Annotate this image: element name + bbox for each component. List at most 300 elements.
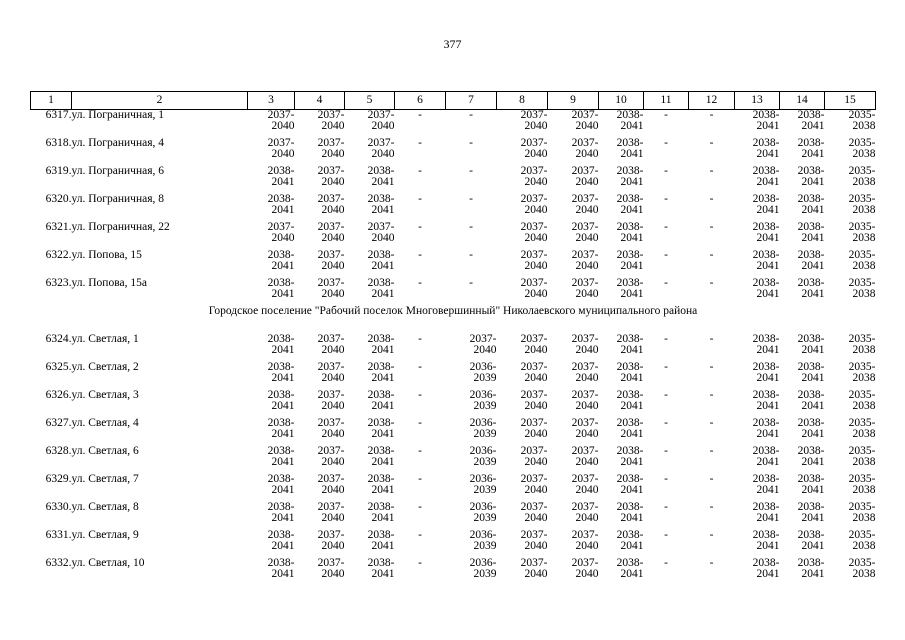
empty-dash-cell: - bbox=[418, 417, 422, 429]
empty-dash-cell: - bbox=[664, 109, 668, 121]
period-end: 2040 bbox=[575, 540, 599, 552]
period-start: 2037- bbox=[317, 333, 345, 345]
period-end: 2041 bbox=[620, 120, 644, 132]
period-start: 2037- bbox=[571, 165, 599, 177]
period-cell bbox=[825, 558, 876, 586]
period-end: 2040 bbox=[524, 260, 548, 272]
period-cell bbox=[295, 362, 345, 390]
period-end: 2038 bbox=[852, 260, 876, 272]
empty-dash-cell: - bbox=[664, 333, 668, 345]
period-end: 2040 bbox=[524, 204, 548, 216]
period-end: 2041 bbox=[371, 484, 395, 496]
period-cell bbox=[780, 474, 825, 502]
period-cell bbox=[345, 110, 395, 139]
period-start: 2037- bbox=[571, 221, 599, 233]
period-start: 2035- bbox=[848, 249, 876, 261]
period-end: 2040 bbox=[524, 344, 548, 356]
period-end: 2038 bbox=[852, 204, 876, 216]
period-end: 2038 bbox=[852, 428, 876, 440]
period-cell bbox=[345, 446, 395, 474]
period-end: 2041 bbox=[371, 400, 395, 412]
period-end: 2038 bbox=[852, 176, 876, 188]
period-start: 2038- bbox=[367, 333, 395, 345]
period-cell bbox=[248, 502, 295, 530]
period-start: 2038- bbox=[267, 557, 295, 569]
period-cell bbox=[248, 362, 295, 390]
period-start: 2038- bbox=[367, 529, 395, 541]
row-number: 6322. bbox=[45, 249, 72, 261]
period-start: 2035- bbox=[848, 277, 876, 289]
period-start: 2037- bbox=[571, 445, 599, 457]
period-start: 2038- bbox=[797, 445, 825, 457]
period-end: 2041 bbox=[756, 288, 780, 300]
empty-dash-cell: - bbox=[418, 501, 422, 513]
period-cell bbox=[735, 362, 780, 390]
column-header: 9 bbox=[548, 92, 599, 110]
period-start: 2035- bbox=[848, 417, 876, 429]
period-cell bbox=[735, 558, 780, 586]
period-start: 2038- bbox=[752, 473, 780, 485]
table-row bbox=[31, 222, 876, 250]
period-end: 2038 bbox=[852, 512, 876, 524]
period-cell bbox=[825, 502, 876, 530]
table-row bbox=[31, 530, 876, 558]
period-start: 2038- bbox=[267, 277, 295, 289]
period-end: 2041 bbox=[801, 568, 825, 580]
empty-dash-cell: - bbox=[709, 221, 714, 233]
period-start: 2038- bbox=[797, 389, 825, 401]
period-end: 2040 bbox=[321, 568, 345, 580]
period-cell bbox=[446, 502, 497, 530]
period-cell bbox=[735, 222, 780, 250]
period-start: 2038- bbox=[752, 193, 780, 205]
period-start: 2038- bbox=[752, 137, 780, 149]
period-start: 2038- bbox=[752, 249, 780, 261]
period-end: 2040 bbox=[575, 484, 599, 496]
period-start: 2037- bbox=[571, 249, 599, 261]
period-cell bbox=[825, 194, 876, 222]
column-header: 15 bbox=[825, 92, 876, 110]
empty-dash-cell: - bbox=[418, 389, 422, 401]
period-cell bbox=[548, 390, 599, 418]
empty-dash-cell: - bbox=[709, 109, 714, 121]
period-cell bbox=[548, 138, 599, 166]
period-start: 2038- bbox=[616, 277, 644, 289]
period-end: 2040 bbox=[575, 232, 599, 244]
period-end: 2041 bbox=[271, 400, 295, 412]
period-cell bbox=[248, 530, 295, 558]
period-start: 2037- bbox=[267, 109, 295, 121]
period-end: 2038 bbox=[852, 568, 876, 580]
period-end: 2040 bbox=[321, 484, 345, 496]
period-start: 2035- bbox=[848, 473, 876, 485]
period-cell bbox=[345, 278, 395, 306]
period-start: 2037- bbox=[367, 137, 395, 149]
column-header: 6 bbox=[395, 92, 446, 110]
empty-dash-cell: - bbox=[469, 109, 473, 121]
period-cell bbox=[780, 250, 825, 278]
address-cell: ул. Светлая, 3 bbox=[71, 389, 139, 401]
period-start: 2037- bbox=[317, 501, 345, 513]
period-cell bbox=[780, 418, 825, 446]
period-start: 2037- bbox=[317, 445, 345, 457]
table-row bbox=[31, 138, 876, 166]
period-cell bbox=[825, 250, 876, 278]
period-start: 2037- bbox=[571, 501, 599, 513]
address-cell: ул. Светлая, 6 bbox=[71, 445, 139, 457]
period-cell bbox=[497, 362, 548, 390]
empty-dash-cell: - bbox=[664, 445, 668, 457]
period-cell bbox=[497, 278, 548, 306]
period-end: 2040 bbox=[524, 512, 548, 524]
period-end: 2041 bbox=[756, 120, 780, 132]
period-cell bbox=[345, 166, 395, 194]
period-end: 2040 bbox=[575, 204, 599, 216]
period-cell bbox=[497, 390, 548, 418]
table-body bbox=[31, 110, 876, 587]
row-number: 6321. bbox=[45, 221, 72, 233]
table-row bbox=[31, 250, 876, 278]
period-cell bbox=[248, 474, 295, 502]
period-end: 2040 bbox=[524, 400, 548, 412]
period-end: 2038 bbox=[852, 540, 876, 552]
period-start: 2038- bbox=[797, 501, 825, 513]
period-start: 2038- bbox=[616, 165, 644, 177]
period-cell bbox=[780, 138, 825, 166]
period-start: 2038- bbox=[752, 445, 780, 457]
empty-dash-cell: - bbox=[664, 557, 668, 569]
period-start: 2037- bbox=[317, 473, 345, 485]
period-start: 2037- bbox=[317, 165, 345, 177]
period-end: 2041 bbox=[371, 512, 395, 524]
period-cell bbox=[446, 390, 497, 418]
period-start: 2037- bbox=[520, 109, 548, 121]
period-start: 2038- bbox=[616, 109, 644, 121]
period-start: 2037- bbox=[571, 277, 599, 289]
period-start: 2037- bbox=[520, 361, 548, 373]
period-cell bbox=[825, 390, 876, 418]
period-cell bbox=[248, 166, 295, 194]
period-start: 2038- bbox=[797, 109, 825, 121]
period-cell bbox=[780, 166, 825, 194]
period-end: 2041 bbox=[620, 344, 644, 356]
period-start: 2037- bbox=[317, 137, 345, 149]
period-end: 2041 bbox=[371, 288, 395, 300]
period-start: 2037- bbox=[520, 277, 548, 289]
address-cell: ул. Попова, 15а bbox=[71, 277, 147, 289]
period-end: 2041 bbox=[756, 512, 780, 524]
period-start: 2038- bbox=[752, 165, 780, 177]
period-end: 2041 bbox=[756, 456, 780, 468]
period-cell bbox=[825, 446, 876, 474]
empty-dash-cell: - bbox=[418, 445, 422, 457]
period-start: 2038- bbox=[616, 529, 644, 541]
period-start: 2037- bbox=[571, 557, 599, 569]
period-end: 2038 bbox=[852, 400, 876, 412]
period-end: 2040 bbox=[524, 568, 548, 580]
period-start: 2038- bbox=[367, 193, 395, 205]
period-cell bbox=[599, 250, 644, 278]
period-end: 2040 bbox=[473, 344, 497, 356]
empty-dash-cell: - bbox=[664, 165, 668, 177]
period-start: 2037- bbox=[571, 137, 599, 149]
period-start: 2037- bbox=[367, 109, 395, 121]
empty-dash-cell: - bbox=[469, 277, 473, 289]
period-end: 2041 bbox=[620, 176, 644, 188]
empty-dash-cell: - bbox=[664, 473, 668, 485]
period-cell bbox=[295, 166, 345, 194]
period-start: 2035- bbox=[848, 333, 876, 345]
period-cell bbox=[295, 194, 345, 222]
period-start: 2038- bbox=[752, 221, 780, 233]
table-row bbox=[31, 110, 876, 139]
period-start: 2035- bbox=[848, 165, 876, 177]
period-end: 2040 bbox=[371, 232, 395, 244]
period-start: 2038- bbox=[752, 109, 780, 121]
column-header: 4 bbox=[295, 92, 345, 110]
empty-dash-cell: - bbox=[469, 137, 473, 149]
period-end: 2040 bbox=[575, 344, 599, 356]
period-cell bbox=[735, 194, 780, 222]
period-cell bbox=[295, 418, 345, 446]
row-number: 6330. bbox=[45, 501, 72, 513]
period-cell bbox=[295, 222, 345, 250]
column-header: 10 bbox=[599, 92, 644, 110]
period-cell bbox=[548, 110, 599, 139]
period-cell bbox=[497, 194, 548, 222]
period-end: 2039 bbox=[473, 372, 497, 384]
period-start: 2036- bbox=[469, 529, 497, 541]
period-start: 2038- bbox=[267, 389, 295, 401]
period-start: 2038- bbox=[616, 501, 644, 513]
period-cell bbox=[780, 278, 825, 306]
empty-dash-cell: - bbox=[709, 361, 714, 373]
period-start: 2038- bbox=[752, 557, 780, 569]
period-end: 2041 bbox=[620, 372, 644, 384]
period-cell bbox=[248, 390, 295, 418]
period-end: 2040 bbox=[524, 148, 548, 160]
period-cell bbox=[599, 362, 644, 390]
period-cell bbox=[295, 138, 345, 166]
row-number: 6326. bbox=[45, 389, 72, 401]
column-header: 7 bbox=[446, 92, 497, 110]
period-cell bbox=[780, 558, 825, 586]
empty-dash-cell: - bbox=[418, 193, 422, 205]
period-end: 2040 bbox=[321, 288, 345, 300]
period-cell bbox=[446, 558, 497, 586]
period-start: 2037- bbox=[520, 221, 548, 233]
period-end: 2041 bbox=[271, 568, 295, 580]
period-start: 2038- bbox=[267, 249, 295, 261]
period-cell bbox=[345, 474, 395, 502]
period-cell bbox=[446, 334, 497, 362]
empty-dash-cell: - bbox=[418, 249, 422, 261]
period-start: 2038- bbox=[267, 529, 295, 541]
period-cell bbox=[780, 194, 825, 222]
period-end: 2040 bbox=[321, 148, 345, 160]
period-end: 2041 bbox=[620, 512, 644, 524]
period-start: 2038- bbox=[367, 445, 395, 457]
period-start: 2038- bbox=[797, 137, 825, 149]
period-start: 2035- bbox=[848, 501, 876, 513]
row-number: 6323. bbox=[45, 277, 72, 289]
period-end: 2040 bbox=[575, 456, 599, 468]
column-header: 11 bbox=[644, 92, 689, 110]
period-start: 2036- bbox=[469, 473, 497, 485]
period-end: 2040 bbox=[575, 568, 599, 580]
column-header: 1 bbox=[31, 92, 72, 110]
period-start: 2037- bbox=[317, 529, 345, 541]
period-start: 2038- bbox=[797, 249, 825, 261]
period-cell bbox=[599, 502, 644, 530]
period-end: 2039 bbox=[473, 456, 497, 468]
period-start: 2037- bbox=[520, 529, 548, 541]
period-start: 2037- bbox=[520, 417, 548, 429]
period-cell bbox=[345, 558, 395, 586]
period-end: 2041 bbox=[371, 428, 395, 440]
column-number-header-row bbox=[31, 92, 876, 110]
period-end: 2040 bbox=[321, 344, 345, 356]
period-end: 2041 bbox=[371, 344, 395, 356]
period-end: 2041 bbox=[620, 456, 644, 468]
row-number: 6319. bbox=[45, 165, 72, 177]
empty-dash-cell: - bbox=[709, 277, 714, 289]
empty-dash-cell: - bbox=[664, 501, 668, 513]
period-start: 2038- bbox=[616, 333, 644, 345]
period-cell bbox=[446, 362, 497, 390]
period-start: 2038- bbox=[797, 529, 825, 541]
period-cell bbox=[780, 222, 825, 250]
period-end: 2038 bbox=[852, 120, 876, 132]
period-start: 2037- bbox=[317, 249, 345, 261]
empty-dash-cell: - bbox=[418, 473, 422, 485]
period-cell bbox=[248, 418, 295, 446]
period-end: 2041 bbox=[620, 288, 644, 300]
period-end: 2041 bbox=[756, 372, 780, 384]
empty-dash-cell: - bbox=[709, 501, 714, 513]
period-end: 2041 bbox=[756, 540, 780, 552]
address-cell: ул. Светлая, 2 bbox=[71, 361, 139, 373]
period-cell bbox=[295, 502, 345, 530]
empty-dash-cell: - bbox=[664, 249, 668, 261]
empty-dash-cell: - bbox=[418, 333, 422, 345]
period-end: 2040 bbox=[271, 148, 295, 160]
period-start: 2038- bbox=[267, 333, 295, 345]
period-end: 2040 bbox=[524, 540, 548, 552]
column-header: 8 bbox=[497, 92, 548, 110]
address-cell: ул. Пограничная, 4 bbox=[71, 137, 164, 149]
period-cell bbox=[599, 390, 644, 418]
period-end: 2038 bbox=[852, 372, 876, 384]
empty-dash-cell: - bbox=[469, 165, 473, 177]
period-end: 2041 bbox=[620, 568, 644, 580]
address-cell: ул. Светлая, 4 bbox=[71, 417, 139, 429]
address-cell: ул. Пограничная, 22 bbox=[71, 221, 170, 233]
period-end: 2041 bbox=[801, 456, 825, 468]
period-start: 2038- bbox=[797, 557, 825, 569]
column-header: 2 bbox=[72, 92, 248, 110]
period-start: 2037- bbox=[267, 137, 295, 149]
period-cell bbox=[497, 250, 548, 278]
period-end: 2041 bbox=[271, 484, 295, 496]
period-cell bbox=[825, 110, 876, 139]
period-cell bbox=[345, 138, 395, 166]
period-cell bbox=[248, 110, 295, 139]
period-end: 2041 bbox=[756, 260, 780, 272]
address-cell: ул. Светлая, 10 bbox=[71, 557, 145, 569]
period-cell bbox=[735, 474, 780, 502]
period-start: 2038- bbox=[616, 361, 644, 373]
period-end: 2040 bbox=[321, 232, 345, 244]
period-end: 2040 bbox=[575, 148, 599, 160]
empty-dash-cell: - bbox=[664, 529, 668, 541]
period-cell bbox=[825, 166, 876, 194]
address-cell: ул. Светлая, 9 bbox=[71, 529, 139, 541]
period-start: 2038- bbox=[752, 389, 780, 401]
period-end: 2041 bbox=[756, 428, 780, 440]
period-start: 2038- bbox=[797, 333, 825, 345]
period-start: 2038- bbox=[797, 473, 825, 485]
period-end: 2038 bbox=[852, 484, 876, 496]
period-start: 2037- bbox=[367, 221, 395, 233]
period-cell bbox=[295, 110, 345, 139]
period-start: 2037- bbox=[520, 557, 548, 569]
period-end: 2041 bbox=[756, 176, 780, 188]
period-cell bbox=[548, 446, 599, 474]
empty-dash-cell: - bbox=[418, 557, 422, 569]
table-row bbox=[31, 474, 876, 502]
period-end: 2041 bbox=[801, 428, 825, 440]
period-cell bbox=[780, 362, 825, 390]
empty-dash-cell: - bbox=[664, 361, 668, 373]
period-cell bbox=[345, 390, 395, 418]
empty-dash-cell: - bbox=[469, 193, 473, 205]
period-cell bbox=[446, 418, 497, 446]
period-end: 2040 bbox=[321, 372, 345, 384]
period-cell bbox=[497, 558, 548, 586]
address-cell: ул. Пограничная, 1 bbox=[71, 109, 164, 121]
period-end: 2039 bbox=[473, 400, 497, 412]
period-start: 2036- bbox=[469, 389, 497, 401]
period-start: 2035- bbox=[848, 221, 876, 233]
period-cell bbox=[548, 362, 599, 390]
period-end: 2041 bbox=[271, 176, 295, 188]
period-start: 2037- bbox=[267, 221, 295, 233]
period-start: 2037- bbox=[317, 109, 345, 121]
period-start: 2037- bbox=[520, 137, 548, 149]
period-start: 2035- bbox=[848, 445, 876, 457]
period-cell bbox=[825, 418, 876, 446]
period-cell bbox=[248, 194, 295, 222]
empty-dash-cell: - bbox=[709, 473, 714, 485]
period-start: 2038- bbox=[752, 529, 780, 541]
period-cell bbox=[548, 418, 599, 446]
empty-dash-cell: - bbox=[709, 193, 714, 205]
period-start: 2037- bbox=[571, 193, 599, 205]
period-start: 2037- bbox=[317, 389, 345, 401]
period-start: 2035- bbox=[848, 389, 876, 401]
period-end: 2040 bbox=[371, 120, 395, 132]
period-start: 2037- bbox=[469, 333, 497, 345]
period-end: 2041 bbox=[756, 484, 780, 496]
period-start: 2038- bbox=[616, 417, 644, 429]
table-row bbox=[31, 166, 876, 194]
period-start: 2038- bbox=[367, 501, 395, 513]
period-end: 2040 bbox=[575, 176, 599, 188]
empty-dash-cell: - bbox=[664, 277, 668, 289]
address-cell: ул. Светлая, 8 bbox=[71, 501, 139, 513]
period-cell bbox=[497, 222, 548, 250]
